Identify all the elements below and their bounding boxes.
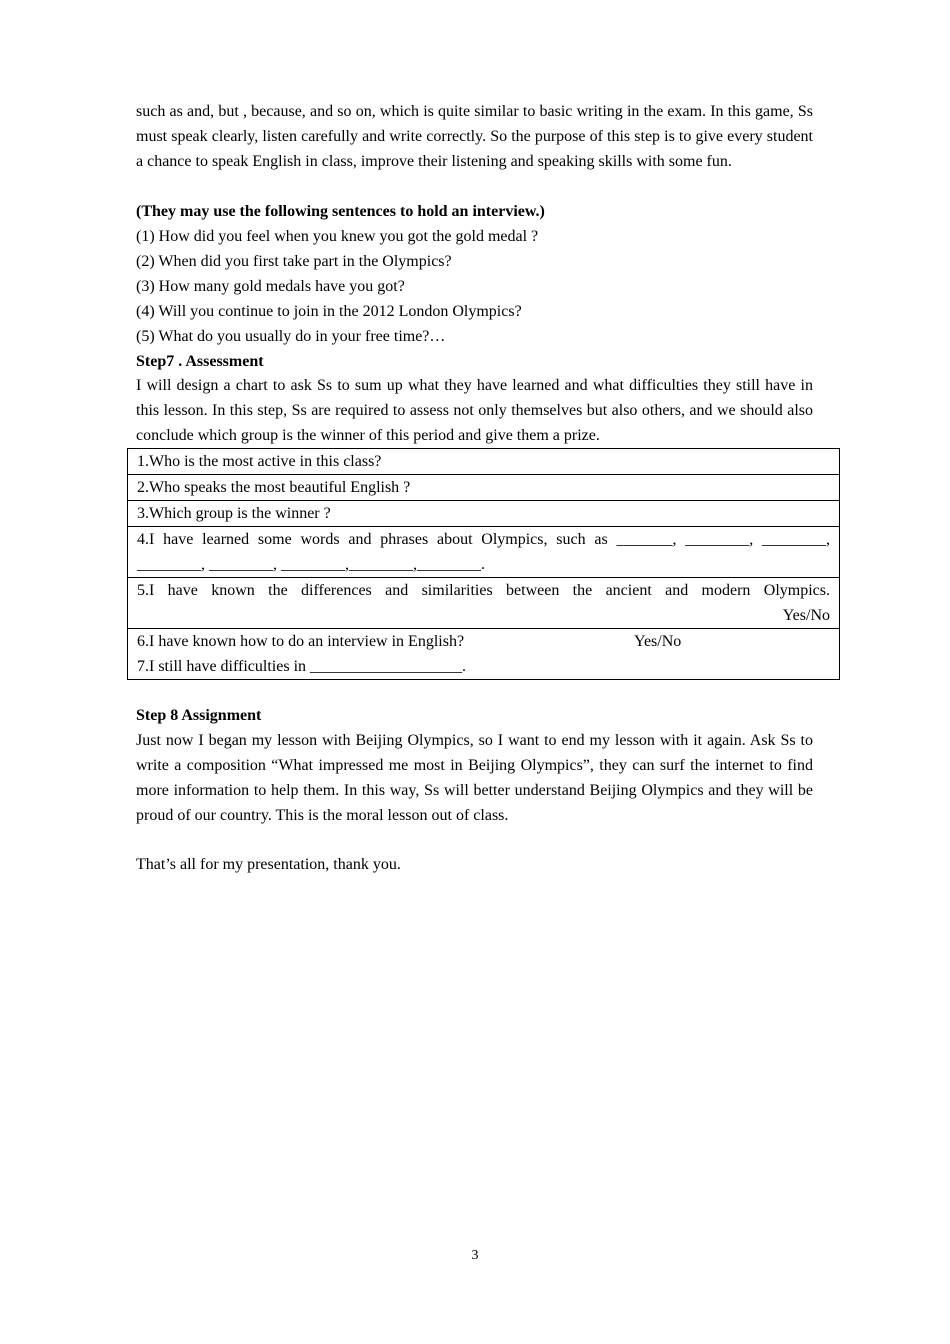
chart-row-4: 4.I have learned some words and phrases about Olympics, such as _______, ________, ________, ________, ________, ________,________,________. xyxy=(128,527,840,578)
chart-row-1: 1.Who is the most active in this class? xyxy=(128,449,840,475)
page-number: 3 xyxy=(471,1248,479,1263)
table-row xyxy=(128,527,840,578)
closing-line: That’s all for my presentation, thank you. xyxy=(136,856,401,873)
table-row xyxy=(128,449,840,475)
chart-row-6-line xyxy=(137,629,830,654)
chart-row-5-yesno: Yes/No xyxy=(782,607,830,624)
chart-row-6-yesno: Yes/No xyxy=(634,633,682,650)
question-3: (3) How many gold medals have you got? xyxy=(136,278,405,295)
question-4: (4) Will you continue to join in the 2012 London Olympics? xyxy=(136,303,522,320)
interview-heading: (They may use the following sentences to hold an interview.) xyxy=(136,203,545,220)
table-row xyxy=(128,475,840,501)
table-row xyxy=(128,501,840,527)
question-2: (2) When did you first take part in the Olympics? xyxy=(136,253,452,270)
chart-row-5: 5.I have known the differences and similarities between the ancient and modern Olympics. xyxy=(137,582,830,599)
intro-paragraph: such as and, but , because, and so on, which is quite similar to basic writing in the exam. In this game, Ss must speak clearly, listen carefully and write correctly. So the purpose of this step is to give every student a chance to speak English in class, improve their listening and speaking skills with some fun. xyxy=(136,103,813,170)
table-row xyxy=(128,629,840,680)
chart-row-5-cell xyxy=(128,578,840,629)
chart-row-7: 7.I still have difficulties in ___________________. xyxy=(137,658,467,675)
chart-row-3: 3.Which group is the winner ? xyxy=(128,501,840,527)
assessment-chart xyxy=(127,448,840,680)
table-row xyxy=(128,578,840,629)
question-5: (5) What do you usually do in your free time?… xyxy=(136,328,446,345)
question-1: (1) How did you feel when you knew you got the gold medal ? xyxy=(136,228,539,245)
step7-heading: Step7 . Assessment xyxy=(136,353,264,370)
step8-body: Just now I began my lesson with Beijing Olympics, so I want to end my lesson with it again. Ask Ss to write a composition “What impressed me most in Beijing Olympics”, they can surf the internet to find more information to help them. In this way, Ss will better understand Beijing Olympics and they will be proud of our country. This is the moral lesson out of class. xyxy=(136,732,813,824)
chart-row-6-7-cell xyxy=(128,629,840,680)
chart-row-6: 6.I have known how to do an interview in English? xyxy=(137,633,465,650)
step7-body: I will design a chart to ask Ss to sum up what they have learned and what difficulties they still have in this lesson. In this step, Ss are required to assess not only themselves but also others, and we should also conclude which group is the winner of this period and give them a prize. xyxy=(136,377,813,444)
chart-row-2: 2.Who speaks the most beautiful English ? xyxy=(128,475,840,501)
step8-heading: Step 8 Assignment xyxy=(136,707,262,724)
